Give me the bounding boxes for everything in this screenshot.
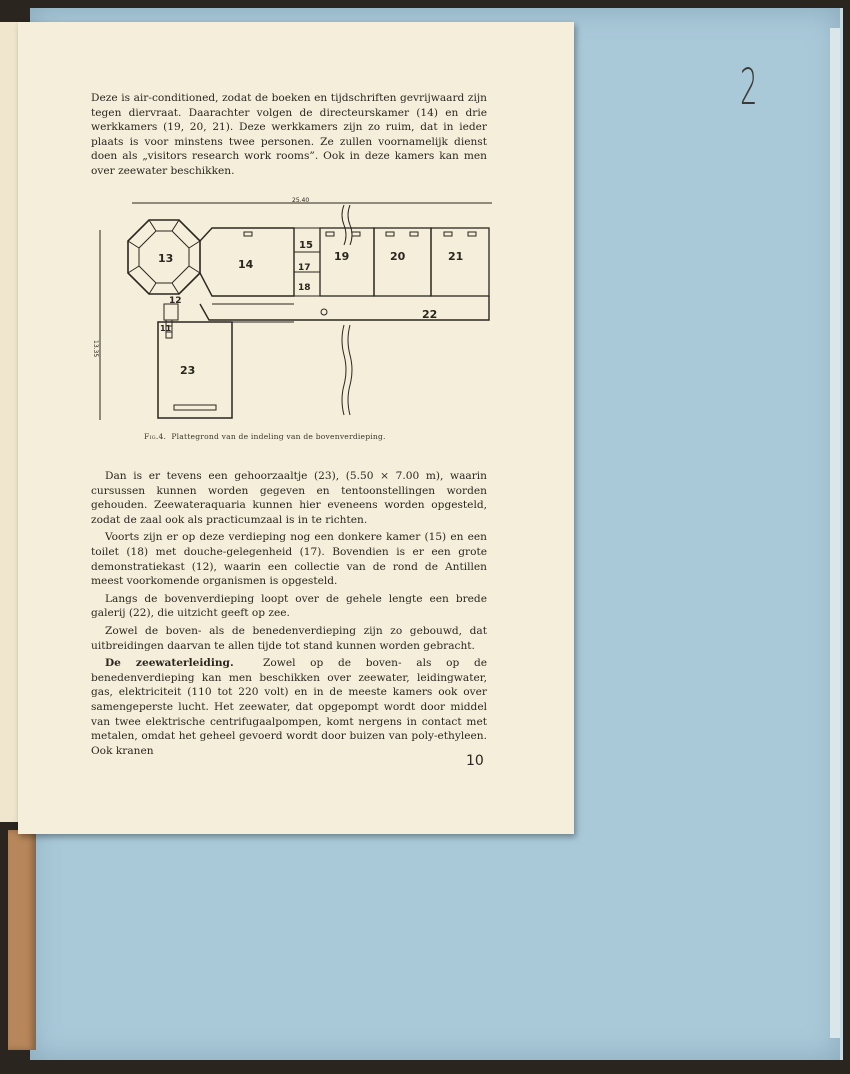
room-label: 15 xyxy=(299,240,313,251)
caption-text: Plattegrond van de indeling van de bovenverdieping. xyxy=(171,432,386,441)
room-label: 12 xyxy=(169,296,182,306)
room-label: 22 xyxy=(422,308,438,321)
book-page xyxy=(18,22,574,834)
paragraph: Langs de bovenverdieping loopt over de gehele lengte een brede galerij (22), die uitzicht geeft op zee. xyxy=(91,592,487,620)
section-heading: De zeewaterleiding. xyxy=(105,657,234,670)
body-text xyxy=(91,466,487,758)
room-label: 18 xyxy=(298,283,311,293)
floor-plan-figure xyxy=(92,197,494,422)
handwritten-number: 2 xyxy=(740,58,758,116)
room-label: 19 xyxy=(334,250,350,263)
caption-label: Fig.4. xyxy=(144,432,167,441)
intro-paragraph: Deze is air-conditioned, zodat de boeken en tijdschriften gevrijwaard zijn tegen diervraat. Daarachter volgen de directeurskamer (14) en drie werkkamers (19, 20, 21). Deze werkkamers zijn zo ruim, dat in ieder plaats is voor minstens twee personen. Ze zullen voornamelijk dienst doen als „visitors research work rooms”. Ook in deze kamers kan men over zeewater beschikken. xyxy=(91,92,487,177)
section-paragraph xyxy=(91,656,487,758)
room-label: 17 xyxy=(298,263,311,273)
paragraph: Zowel de boven- als de benedenverdieping zijn zo gebouwd, dat uitbreidingen daarvan te allen tijde tot stand kunnen worden gebracht. xyxy=(91,624,487,652)
room-label: 21 xyxy=(448,250,464,263)
sheet-edge xyxy=(830,28,840,1038)
room-label: 20 xyxy=(390,250,406,263)
room-label: 23 xyxy=(180,364,196,377)
page-number: 10 xyxy=(466,753,484,769)
dimension-top-label: 25.40 xyxy=(292,197,310,204)
paragraph: Dan is er tevens een gehoorzaaltje (23), (5.50 × 7.00 m), waarin cursussen kunnen worden gegeven en tentoonstellingen worden gehouden. Zeewateraquaria kunnen hier eveneens worden opgesteld, zodat de zaal ook als practicumzaal is in te richten. xyxy=(91,470,487,526)
room-label: 11 xyxy=(160,324,172,333)
paragraph: Voorts zijn er op deze verdieping nog een donkere kamer (15) en een toilet (18) met douche-gelegenheid (17). Bovendien is er een grote demonstratiekast (12), waarin een collectie van de rond de Antillen meest voorkomende organismen is opgesteld. xyxy=(91,531,487,588)
room-label: 14 xyxy=(238,258,254,271)
dimension-left-label: 13.35 xyxy=(92,340,99,358)
section-text: Zowel op de boven- als op de benedenverdieping kan men beschikken over zeewater, leidingwater, gas, elektriciteit (110 tot 220 volt) en in de meeste kamers ook over samengeperste lucht. Het zeewater, dat opgepompt wordt door middel van twee elektrische centrifugaalpompen, komt nergens in contact met metalen, omdat het geheel gevoerd wordt door buizen van poly-ethyleen. Ook kranen xyxy=(91,657,487,757)
room-label: 13 xyxy=(158,252,174,265)
figure-caption xyxy=(144,432,386,441)
book-spine xyxy=(8,830,36,1050)
